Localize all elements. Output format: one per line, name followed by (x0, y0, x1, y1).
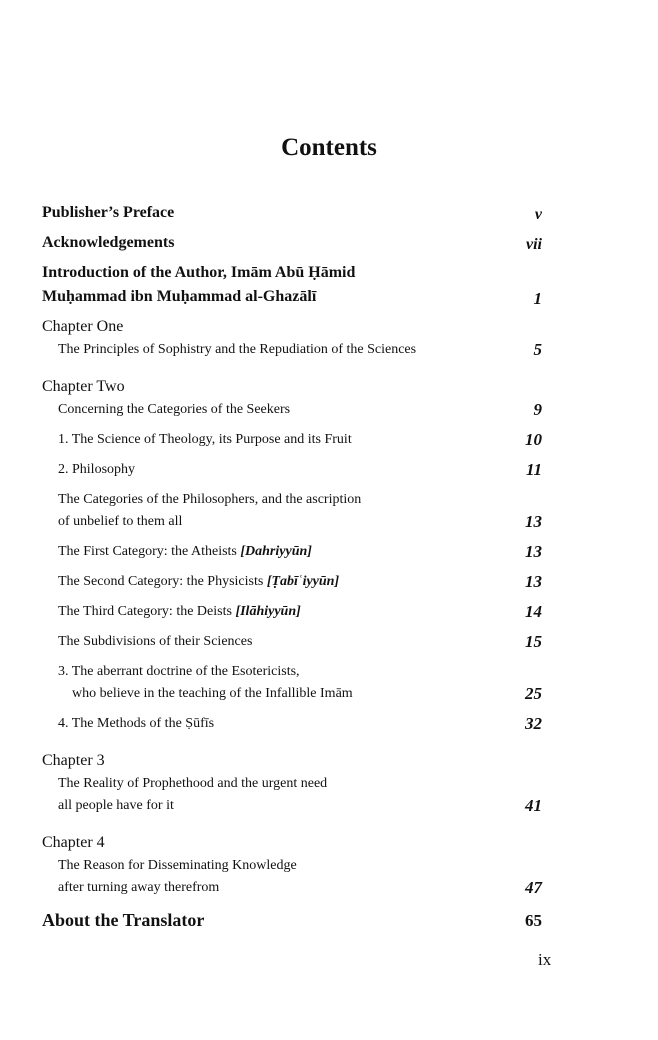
toc-page-number: 13 (525, 572, 542, 591)
chapter-heading: Chapter 3 (42, 752, 105, 769)
toc-entry-title-line2: after turning away therefrom (58, 880, 220, 895)
toc-page-number: 13 (525, 542, 542, 561)
toc-page-number: 14 (525, 602, 542, 621)
toc-entry-title: The Second Category: the Physicists (58, 574, 264, 589)
toc-page-number: 9 (533, 400, 542, 419)
toc-entry-title: The Principles of Sophistry and the Repudiation of the Sciences (58, 342, 417, 357)
toc-page-number: 25 (525, 684, 542, 703)
toc-entry-title-line2: Muḥammad ibn Muḥammad al-Ghazālī (42, 288, 317, 305)
toc-entry-title-line1: 3. The aberrant doctrine of the Esotericists, (58, 664, 300, 679)
arabic-term: [Ilāhiyyūn] (235, 604, 301, 619)
toc-page-number: 11 (525, 460, 542, 479)
toc-entry-title: The First Category: the Atheists (58, 544, 237, 559)
toc-page-number: vii (526, 236, 542, 253)
toc-page-number: 15 (525, 632, 542, 651)
toc-entry-title-line2: who believe in the teaching of the Infallible Imām (72, 686, 353, 701)
toc-entry-title-line1: The Reason for Disseminating Knowledge (58, 858, 297, 873)
arabic-term: [Ṭabīʿiyyūn] (266, 574, 340, 589)
toc-page-number: 41 (525, 796, 542, 815)
toc-entry-title: 4. The Methods of the Ṣūfīs (58, 716, 215, 731)
toc-entry-title-line2: of unbelief to them all (58, 514, 183, 529)
page-folio: ix (538, 950, 552, 969)
toc-page-number: 10 (525, 430, 542, 449)
toc-entry-title: Concerning the Categories of the Seekers (58, 402, 291, 417)
toc-entry-title-line1: The Reality of Prophethood and the urgent need (58, 776, 328, 791)
toc-entry-title: 2. Philosophy (58, 462, 136, 477)
toc-page-number: 13 (525, 512, 542, 531)
chapter-heading: Chapter One (42, 318, 124, 335)
toc-entry-title-line1: The Categories of the Philosophers, and the ascription (58, 492, 362, 507)
toc-entry-title: About the Translator (42, 910, 205, 930)
toc-page-number: 5 (533, 340, 542, 359)
toc-entry-title: Publisher’s Preface (42, 204, 175, 221)
toc-page-number: 1 (533, 289, 542, 308)
toc-entry-title-line1: Introduction of the Author, Imām Abū Ḥāmid (42, 264, 356, 281)
arabic-term: [Dahriyyūn] (240, 544, 312, 559)
chapter-heading: Chapter 4 (42, 834, 105, 851)
toc-entry-title-line2: all people have for it (58, 798, 174, 813)
toc-page-number: 47 (525, 878, 542, 897)
toc-page-number: 65 (525, 911, 542, 930)
toc-entry-title: Acknowledgements (42, 234, 175, 251)
toc-entry-title: The Third Category: the Deists (58, 604, 232, 619)
chapter-heading: Chapter Two (42, 378, 125, 395)
page-title: Contents (281, 134, 377, 161)
toc-entry-title: The Subdivisions of their Sciences (58, 634, 253, 649)
toc-page-number: 32 (525, 714, 542, 733)
toc-page-number: v (534, 206, 542, 223)
toc-entry-title: 1. The Science of Theology, its Purpose and its Fruit (58, 432, 352, 447)
